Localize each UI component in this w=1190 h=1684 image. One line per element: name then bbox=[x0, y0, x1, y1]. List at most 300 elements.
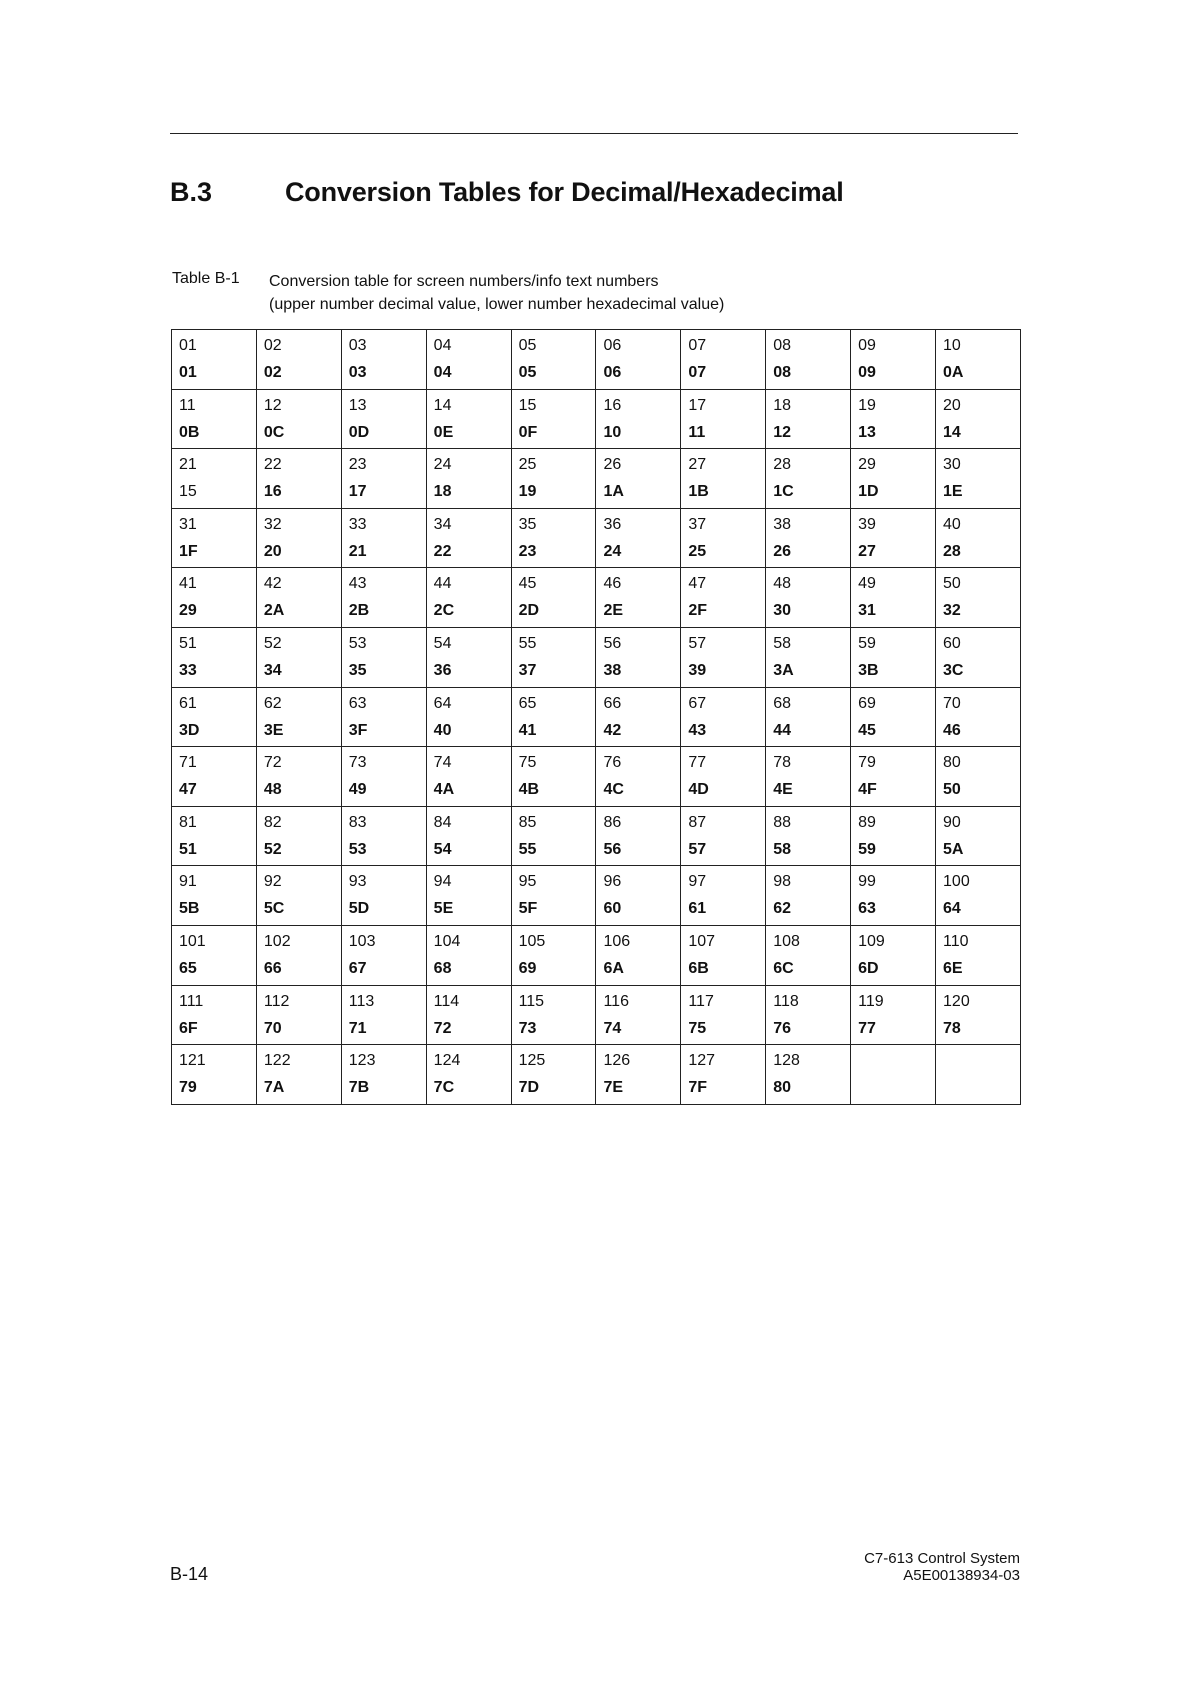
table-row bbox=[172, 985, 1021, 1045]
decimal-value: 24 bbox=[433, 456, 452, 474]
table-cell bbox=[851, 926, 936, 986]
table-cell bbox=[172, 389, 257, 449]
decimal-value: 104 bbox=[433, 933, 461, 951]
table-cell bbox=[511, 985, 596, 1045]
hexadecimal-value: 44 bbox=[773, 721, 792, 739]
decimal-value: 66 bbox=[603, 694, 622, 712]
decimal-value: 27 bbox=[688, 456, 707, 474]
decimal-value: 117 bbox=[688, 992, 714, 1010]
hexadecimal-value: 2B bbox=[348, 602, 370, 620]
table-cell bbox=[596, 926, 681, 986]
table-cell bbox=[596, 866, 681, 926]
hexadecimal-value: 5E bbox=[433, 900, 454, 918]
decimal-value: 32 bbox=[263, 515, 282, 533]
decimal-value: 92 bbox=[263, 873, 282, 891]
table-cell bbox=[936, 330, 1021, 390]
table-cell bbox=[341, 389, 426, 449]
decimal-value: 28 bbox=[773, 456, 792, 474]
table-caption-line-1: Conversion table for screen numbers/info text numbers bbox=[269, 273, 659, 290]
table-cell bbox=[766, 330, 851, 390]
hexadecimal-value: 78 bbox=[943, 1019, 961, 1037]
decimal-value: 44 bbox=[433, 575, 452, 593]
footer-doc-info bbox=[864, 1550, 1020, 1584]
table-row bbox=[172, 568, 1021, 628]
table-cell bbox=[936, 628, 1021, 688]
table-cell bbox=[681, 866, 766, 926]
hexadecimal-value: 52 bbox=[263, 840, 282, 858]
decimal-value: 103 bbox=[348, 933, 376, 951]
table-cell bbox=[936, 687, 1021, 747]
decimal-value: 69 bbox=[858, 694, 876, 712]
table-cell bbox=[596, 449, 681, 509]
decimal-value: 34 bbox=[433, 515, 452, 533]
decimal-value: 110 bbox=[943, 933, 969, 951]
decimal-value: 112 bbox=[263, 992, 290, 1010]
table-cell bbox=[766, 1045, 851, 1105]
decimal-value: 47 bbox=[688, 575, 707, 593]
hexadecimal-value: 36 bbox=[433, 662, 452, 680]
table-cell bbox=[596, 985, 681, 1045]
table-cell bbox=[936, 1045, 1021, 1105]
hexadecimal-value: 2E bbox=[603, 602, 624, 620]
hexadecimal-value: 25 bbox=[688, 542, 707, 560]
table-caption-line-2: (upper number decimal value, lower number hexadecimal value) bbox=[269, 296, 725, 313]
hexadecimal-value: 6B bbox=[688, 960, 709, 978]
hexadecimal-value: 6A bbox=[603, 960, 624, 978]
hexadecimal-value: 6D bbox=[858, 960, 879, 978]
decimal-value: 14 bbox=[433, 396, 452, 414]
hexadecimal-value: 01 bbox=[179, 364, 197, 381]
table-cell bbox=[851, 687, 936, 747]
decimal-value: 107 bbox=[688, 933, 716, 951]
hexadecimal-value: 61 bbox=[688, 900, 707, 918]
decimal-value: 121 bbox=[179, 1052, 206, 1070]
hexadecimal-value: 64 bbox=[943, 900, 961, 918]
hexadecimal-value: 46 bbox=[943, 721, 961, 739]
decimal-value: 22 bbox=[263, 456, 282, 474]
table-cell bbox=[341, 806, 426, 866]
table-cell bbox=[256, 628, 341, 688]
decimal-value: 16 bbox=[603, 396, 622, 414]
hexadecimal-value: 30 bbox=[773, 602, 792, 620]
decimal-value: 48 bbox=[773, 575, 792, 593]
table-cell bbox=[426, 389, 511, 449]
table-cell bbox=[851, 568, 936, 628]
section-title: Conversion Tables for Decimal/Hexadecimal bbox=[285, 177, 844, 207]
decimal-value: 65 bbox=[518, 694, 537, 712]
table-cell bbox=[936, 806, 1021, 866]
table-row bbox=[172, 508, 1021, 568]
hexadecimal-value: 1E bbox=[943, 483, 963, 501]
decimal-value: 03 bbox=[348, 337, 367, 354]
hexadecimal-value: 56 bbox=[603, 840, 622, 858]
decimal-value: 71 bbox=[179, 754, 197, 772]
hexadecimal-value: 22 bbox=[433, 542, 452, 560]
table-caption bbox=[269, 270, 724, 316]
hexadecimal-value: 29 bbox=[179, 602, 197, 620]
table-cell bbox=[172, 330, 257, 390]
decimal-value: 33 bbox=[348, 515, 367, 533]
decimal-value: 56 bbox=[603, 635, 622, 653]
hexadecimal-value: 7C bbox=[433, 1079, 455, 1097]
page-number: B-14 bbox=[170, 1564, 209, 1584]
table-cell bbox=[256, 449, 341, 509]
header-rule bbox=[170, 133, 1018, 134]
table-cell bbox=[936, 985, 1021, 1045]
decimal-value: 35 bbox=[518, 515, 537, 533]
table-row bbox=[172, 926, 1021, 986]
table-cell bbox=[766, 747, 851, 807]
table-cell bbox=[426, 1045, 511, 1105]
decimal-value: 96 bbox=[603, 873, 622, 891]
decimal-value: 99 bbox=[858, 873, 876, 891]
table-cell bbox=[766, 628, 851, 688]
table-cell bbox=[256, 568, 341, 628]
table-cell bbox=[766, 389, 851, 449]
table-cell bbox=[766, 926, 851, 986]
table-cell bbox=[172, 628, 257, 688]
footer-doc-number: A5E00138934-03 bbox=[903, 1567, 1020, 1584]
hexadecimal-value: 11 bbox=[688, 423, 706, 441]
decimal-value: 10 bbox=[943, 337, 961, 354]
decimal-value: 17 bbox=[688, 396, 707, 414]
decimal-value: 119 bbox=[858, 992, 884, 1010]
table-cell bbox=[256, 806, 341, 866]
table-caption-label: Table B-1 bbox=[172, 270, 240, 287]
table-cell bbox=[341, 687, 426, 747]
hexadecimal-value: 62 bbox=[773, 900, 792, 918]
hexadecimal-value: 35 bbox=[348, 662, 367, 680]
table-cell bbox=[766, 985, 851, 1045]
hexadecimal-value: 16 bbox=[263, 483, 282, 501]
table-cell bbox=[426, 926, 511, 986]
decimal-value: 87 bbox=[688, 813, 707, 831]
hexadecimal-value: 0A bbox=[943, 364, 964, 381]
table-row bbox=[172, 330, 1021, 390]
table-cell bbox=[681, 508, 766, 568]
table-row bbox=[172, 628, 1021, 688]
decimal-value: 100 bbox=[943, 873, 970, 891]
hexadecimal-value: 2A bbox=[263, 602, 285, 620]
table-cell bbox=[341, 926, 426, 986]
table-row bbox=[172, 866, 1021, 926]
decimal-value: 70 bbox=[943, 694, 961, 712]
table-cell bbox=[256, 389, 341, 449]
table-cell bbox=[681, 687, 766, 747]
table-cell bbox=[936, 747, 1021, 807]
decimal-value: 63 bbox=[348, 694, 367, 712]
decimal-value: 39 bbox=[858, 515, 876, 533]
hexadecimal-value: 72 bbox=[433, 1019, 452, 1037]
table-cell bbox=[172, 508, 257, 568]
hexadecimal-value: 34 bbox=[263, 662, 282, 680]
decimal-value: 59 bbox=[858, 635, 876, 653]
decimal-value: 93 bbox=[348, 873, 367, 891]
decimal-value: 89 bbox=[858, 813, 876, 831]
table-cell bbox=[172, 985, 257, 1045]
decimal-value: 85 bbox=[518, 813, 537, 831]
decimal-value: 12 bbox=[263, 396, 282, 414]
decimal-value: 29 bbox=[858, 456, 876, 474]
decimal-value: 68 bbox=[773, 694, 792, 712]
table-cell bbox=[426, 985, 511, 1045]
table-cell bbox=[172, 926, 257, 986]
table-cell bbox=[596, 568, 681, 628]
decimal-value: 84 bbox=[433, 813, 452, 831]
table-cell bbox=[596, 389, 681, 449]
hexadecimal-value: 12 bbox=[773, 423, 792, 441]
decimal-value: 115 bbox=[518, 992, 545, 1010]
decimal-value: 105 bbox=[518, 933, 546, 951]
decimal-value: 124 bbox=[433, 1052, 461, 1070]
hexadecimal-value: 10 bbox=[603, 423, 622, 441]
hexadecimal-value: 43 bbox=[688, 721, 707, 739]
hexadecimal-value: 0F bbox=[518, 423, 538, 441]
decimal-value: 45 bbox=[518, 575, 537, 593]
hexadecimal-value: 59 bbox=[858, 840, 876, 858]
hexadecimal-value: 06 bbox=[603, 364, 622, 381]
table-cell bbox=[766, 449, 851, 509]
decimal-value: 72 bbox=[263, 754, 282, 772]
table-row bbox=[172, 687, 1021, 747]
table-cell bbox=[681, 926, 766, 986]
table-cell bbox=[596, 330, 681, 390]
table-cell bbox=[341, 747, 426, 807]
decimal-value: 102 bbox=[263, 933, 291, 951]
hexadecimal-value: 6C bbox=[773, 960, 794, 978]
table-cell bbox=[851, 866, 936, 926]
hexadecimal-value: 57 bbox=[688, 840, 707, 858]
table-cell bbox=[426, 628, 511, 688]
table-cell bbox=[341, 628, 426, 688]
hexadecimal-value: 33 bbox=[179, 662, 197, 680]
table-cell bbox=[341, 568, 426, 628]
table-cell bbox=[426, 568, 511, 628]
hexadecimal-value: 05 bbox=[518, 364, 537, 381]
table-cell bbox=[511, 508, 596, 568]
table-cell bbox=[511, 1045, 596, 1105]
table-cell bbox=[511, 866, 596, 926]
decimal-value: 120 bbox=[943, 992, 970, 1010]
table-cell bbox=[766, 866, 851, 926]
hexadecimal-value: 45 bbox=[858, 721, 876, 739]
table-cell bbox=[256, 926, 341, 986]
table-cell bbox=[851, 330, 936, 390]
hexadecimal-value: 5C bbox=[263, 900, 285, 918]
hexadecimal-value: 5A bbox=[943, 840, 964, 858]
table-cell bbox=[511, 806, 596, 866]
table-cell bbox=[341, 985, 426, 1045]
hexadecimal-value: 58 bbox=[773, 840, 792, 858]
decimal-value: 60 bbox=[943, 635, 961, 653]
decimal-value: 128 bbox=[773, 1052, 800, 1070]
hexadecimal-value: 4C bbox=[603, 781, 624, 799]
table-cell bbox=[681, 747, 766, 807]
decimal-value: 73 bbox=[348, 754, 367, 772]
decimal-value: 54 bbox=[433, 635, 452, 653]
decimal-value: 06 bbox=[603, 337, 622, 354]
table-cell bbox=[936, 508, 1021, 568]
decimal-value: 82 bbox=[263, 813, 282, 831]
hexadecimal-value: 53 bbox=[348, 840, 367, 858]
table-cell bbox=[172, 806, 257, 866]
hexadecimal-value: 6F bbox=[179, 1019, 198, 1037]
decimal-value: 55 bbox=[518, 635, 537, 653]
table-cell bbox=[596, 747, 681, 807]
decimal-value: 75 bbox=[518, 754, 537, 772]
decimal-value: 77 bbox=[688, 754, 707, 772]
table-cell bbox=[766, 508, 851, 568]
hexadecimal-value: 27 bbox=[858, 542, 876, 560]
table-cell bbox=[681, 985, 766, 1045]
table-cell bbox=[936, 389, 1021, 449]
decimal-value: 118 bbox=[773, 992, 799, 1010]
table-cell bbox=[596, 687, 681, 747]
hexadecimal-value: 0D bbox=[348, 423, 370, 441]
hexadecimal-value: 17 bbox=[348, 483, 367, 501]
hexadecimal-value: 31 bbox=[858, 602, 876, 620]
hexadecimal-value: 42 bbox=[603, 721, 622, 739]
table-cell bbox=[172, 1045, 257, 1105]
decimal-value: 111 bbox=[179, 992, 204, 1010]
hexadecimal-value: 6E bbox=[943, 960, 963, 978]
decimal-value: 81 bbox=[179, 813, 197, 831]
hexadecimal-value: 41 bbox=[518, 721, 537, 739]
hexadecimal-value: 3C bbox=[943, 662, 964, 680]
hexadecimal-value: 4D bbox=[688, 781, 709, 799]
hexadecimal-value: 04 bbox=[433, 364, 452, 381]
decimal-value: 113 bbox=[348, 992, 375, 1010]
hexadecimal-value: 13 bbox=[858, 423, 876, 441]
table-cell bbox=[851, 747, 936, 807]
table-cell bbox=[766, 806, 851, 866]
hexadecimal-value: 5B bbox=[179, 900, 200, 918]
decimal-value: 95 bbox=[518, 873, 537, 891]
decimal-value: 08 bbox=[773, 337, 792, 354]
hexadecimal-value: 1D bbox=[858, 483, 879, 501]
table-cell bbox=[851, 1045, 936, 1105]
section-number: B.3 bbox=[170, 177, 213, 207]
table-cell bbox=[426, 866, 511, 926]
table-cell bbox=[426, 330, 511, 390]
hexadecimal-value: 20 bbox=[263, 542, 282, 560]
table-cell bbox=[681, 389, 766, 449]
decimal-value: 116 bbox=[603, 992, 629, 1010]
hexadecimal-value: 2C bbox=[433, 602, 455, 620]
decimal-value: 83 bbox=[348, 813, 367, 831]
hexadecimal-value: 14 bbox=[943, 423, 961, 441]
decimal-value: 01 bbox=[179, 337, 197, 354]
table-cell bbox=[511, 389, 596, 449]
table-cell bbox=[596, 1045, 681, 1105]
table-cell bbox=[341, 449, 426, 509]
hexadecimal-value: 7E bbox=[603, 1079, 624, 1097]
hexadecimal-value: 50 bbox=[943, 781, 961, 799]
decimal-value: 04 bbox=[433, 337, 452, 354]
decimal-value: 106 bbox=[603, 933, 631, 951]
decimal-value: 41 bbox=[179, 575, 197, 593]
decimal-value: 13 bbox=[348, 396, 367, 414]
decimal-value: 122 bbox=[263, 1052, 291, 1070]
table-cell bbox=[936, 449, 1021, 509]
decimal-value: 19 bbox=[858, 396, 876, 414]
table-cell bbox=[936, 568, 1021, 628]
decimal-value: 62 bbox=[263, 694, 282, 712]
hexadecimal-value: 37 bbox=[518, 662, 537, 680]
decimal-value: 49 bbox=[858, 575, 876, 593]
hexadecimal-value: 4E bbox=[773, 781, 793, 799]
hexadecimal-value: 80 bbox=[773, 1079, 792, 1097]
decimal-value: 80 bbox=[943, 754, 961, 772]
hexadecimal-value: 02 bbox=[263, 364, 282, 381]
hexadecimal-value: 60 bbox=[603, 900, 622, 918]
table-cell bbox=[681, 449, 766, 509]
conversion-table bbox=[171, 329, 1021, 1105]
hexadecimal-value: 23 bbox=[518, 542, 537, 560]
decimal-value: 20 bbox=[943, 396, 961, 414]
decimal-value: 25 bbox=[518, 456, 537, 474]
decimal-value: 36 bbox=[603, 515, 622, 533]
decimal-value: 37 bbox=[688, 515, 707, 533]
table-cell bbox=[596, 628, 681, 688]
decimal-value: 30 bbox=[943, 456, 961, 474]
table-cell bbox=[172, 866, 257, 926]
table-cell bbox=[511, 628, 596, 688]
hexadecimal-value: 1A bbox=[603, 483, 624, 501]
hexadecimal-value: 54 bbox=[433, 840, 452, 858]
hexadecimal-value: 7A bbox=[263, 1079, 285, 1097]
decimal-value: 61 bbox=[179, 694, 197, 712]
table-cell bbox=[426, 687, 511, 747]
hexadecimal-value: 69 bbox=[518, 960, 537, 978]
decimal-value: 86 bbox=[603, 813, 622, 831]
hexadecimal-value: 74 bbox=[603, 1019, 622, 1037]
decimal-value: 94 bbox=[433, 873, 452, 891]
hexadecimal-value: 5D bbox=[348, 900, 370, 918]
hexadecimal-value: 79 bbox=[179, 1079, 197, 1097]
table-cell bbox=[851, 449, 936, 509]
table-cell bbox=[172, 568, 257, 628]
table-row bbox=[172, 389, 1021, 449]
hexadecimal-value: 3D bbox=[179, 721, 200, 739]
decimal-value: 126 bbox=[603, 1052, 631, 1070]
decimal-value: 67 bbox=[688, 694, 707, 712]
decimal-value: 101 bbox=[179, 933, 206, 951]
table-cell bbox=[256, 866, 341, 926]
table-cell bbox=[596, 508, 681, 568]
hexadecimal-value: 4B bbox=[518, 781, 540, 799]
table-cell bbox=[172, 449, 257, 509]
hexadecimal-value: 19 bbox=[518, 483, 537, 501]
hexadecimal-value: 5F bbox=[518, 900, 538, 918]
decimal-value: 78 bbox=[773, 754, 792, 772]
table-cell bbox=[341, 1045, 426, 1105]
table-cell bbox=[172, 687, 257, 747]
decimal-value: 88 bbox=[773, 813, 792, 831]
decimal-value: 11 bbox=[179, 396, 196, 414]
hexadecimal-value: 76 bbox=[773, 1019, 792, 1037]
hexadecimal-value: 4A bbox=[433, 781, 455, 799]
hexadecimal-value: 4F bbox=[858, 781, 877, 799]
table-row bbox=[172, 806, 1021, 866]
table-cell bbox=[426, 449, 511, 509]
table-cell bbox=[851, 985, 936, 1045]
decimal-value: 114 bbox=[433, 992, 460, 1010]
hexadecimal-value: 67 bbox=[348, 960, 367, 978]
hexadecimal-value: 24 bbox=[603, 542, 622, 560]
decimal-value: 90 bbox=[943, 813, 961, 831]
hexadecimal-value: 08 bbox=[773, 364, 792, 381]
